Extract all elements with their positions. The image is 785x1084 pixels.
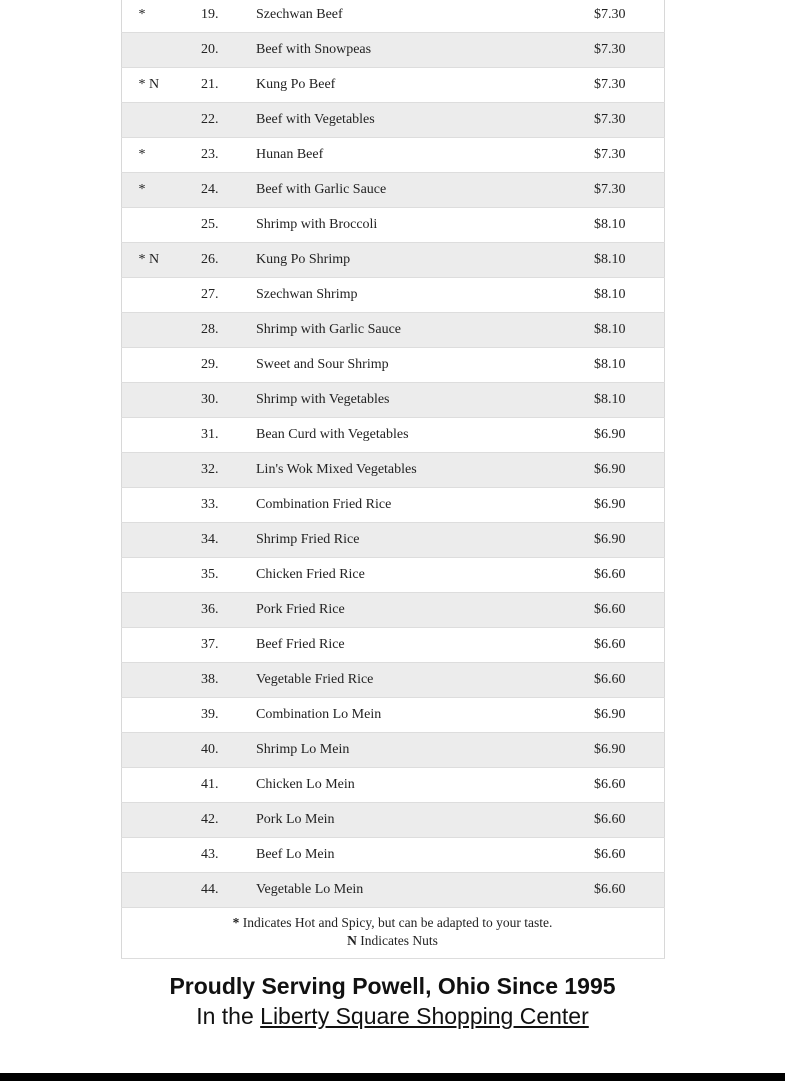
menu-row	[121, 278, 664, 313]
menu-row	[121, 733, 664, 768]
item-number: 22.	[193, 103, 245, 138]
item-marker: *	[121, 138, 193, 173]
menu-row	[121, 873, 664, 908]
menu-row	[121, 523, 664, 558]
item-number: 43.	[193, 838, 245, 873]
location-prefix: In the	[196, 1003, 261, 1029]
item-name: Combination Fried Rice	[245, 488, 556, 523]
item-number: 32.	[193, 453, 245, 488]
menu-row	[121, 348, 664, 383]
item-name: Lin's Wok Mixed Vegetables	[245, 453, 556, 488]
item-number: 27.	[193, 278, 245, 313]
item-marker	[121, 278, 193, 313]
item-marker: *	[121, 0, 193, 33]
item-marker	[121, 558, 193, 593]
item-marker: * N	[121, 243, 193, 278]
item-marker	[121, 628, 193, 663]
menu-row	[121, 453, 664, 488]
menu-row	[121, 68, 664, 103]
item-name: Beef with Snowpeas	[245, 33, 556, 68]
item-name: Szechwan Beef	[245, 0, 556, 33]
item-price: $8.10	[556, 208, 664, 243]
menu-row	[121, 418, 664, 453]
item-name: Vegetable Lo Mein	[245, 873, 556, 908]
tagline: Proudly Serving Powell, Ohio Since 1995	[169, 973, 616, 999]
item-price: $8.10	[556, 348, 664, 383]
item-marker	[121, 663, 193, 698]
menu-row	[121, 628, 664, 663]
item-marker	[121, 873, 193, 908]
menu-row	[121, 593, 664, 628]
item-price: $7.30	[556, 0, 664, 33]
item-number: 20.	[193, 33, 245, 68]
item-price: $6.90	[556, 698, 664, 733]
item-name: Beef with Vegetables	[245, 103, 556, 138]
item-price: $7.30	[556, 103, 664, 138]
item-name: Kung Po Shrimp	[245, 243, 556, 278]
item-marker	[121, 698, 193, 733]
item-name: Sweet and Sour Shrimp	[245, 348, 556, 383]
item-price: $7.30	[556, 138, 664, 173]
location-line	[0, 1002, 785, 1030]
spicy-symbol: *	[232, 915, 240, 930]
item-marker	[121, 418, 193, 453]
item-number: 24.	[193, 173, 245, 208]
item-name: Hunan Beef	[245, 138, 556, 173]
item-price: $6.60	[556, 768, 664, 803]
menu-row	[121, 838, 664, 873]
item-number: 42.	[193, 803, 245, 838]
menu-row	[121, 33, 664, 68]
item-name: Shrimp with Broccoli	[245, 208, 556, 243]
item-name: Shrimp Fried Rice	[245, 523, 556, 558]
item-name: Vegetable Fried Rice	[245, 663, 556, 698]
item-name: Pork Lo Mein	[245, 803, 556, 838]
item-marker	[121, 208, 193, 243]
item-marker	[121, 768, 193, 803]
item-name: Kung Po Beef	[245, 68, 556, 103]
item-price: $7.30	[556, 173, 664, 208]
spicy-note: Indicates Hot and Spicy, but can be adapted to your taste.	[239, 915, 553, 930]
item-number: 25.	[193, 208, 245, 243]
item-name: Shrimp Lo Mein	[245, 733, 556, 768]
menu-row	[121, 208, 664, 243]
item-price: $8.10	[556, 243, 664, 278]
menu-section	[121, 0, 665, 959]
item-number: 39.	[193, 698, 245, 733]
menu-row	[121, 663, 664, 698]
item-marker	[121, 453, 193, 488]
item-number: 29.	[193, 348, 245, 383]
item-marker: * N	[121, 68, 193, 103]
item-number: 34.	[193, 523, 245, 558]
menu-table	[121, 0, 665, 959]
item-marker	[121, 733, 193, 768]
menu-row	[121, 0, 664, 33]
item-marker	[121, 313, 193, 348]
item-number: 36.	[193, 593, 245, 628]
item-number: 30.	[193, 383, 245, 418]
menu-row	[121, 383, 664, 418]
item-price: $6.90	[556, 733, 664, 768]
nuts-symbol: N	[347, 933, 357, 948]
menu-row	[121, 103, 664, 138]
item-price: $7.30	[556, 33, 664, 68]
item-number: 37.	[193, 628, 245, 663]
item-price: $6.60	[556, 558, 664, 593]
item-price: $6.90	[556, 453, 664, 488]
item-price: $8.10	[556, 278, 664, 313]
item-marker	[121, 103, 193, 138]
item-name: Shrimp with Vegetables	[245, 383, 556, 418]
item-name: Beef Lo Mein	[245, 838, 556, 873]
item-price: $6.60	[556, 838, 664, 873]
item-number: 40.	[193, 733, 245, 768]
item-marker	[121, 803, 193, 838]
item-marker	[121, 488, 193, 523]
item-number: 23.	[193, 138, 245, 173]
item-number: 33.	[193, 488, 245, 523]
item-marker	[121, 348, 193, 383]
item-name: Bean Curd with Vegetables	[245, 418, 556, 453]
menu-footnotes-body	[121, 908, 664, 959]
item-name: Beef Fried Rice	[245, 628, 556, 663]
item-price: $6.60	[556, 663, 664, 698]
item-name: Szechwan Shrimp	[245, 278, 556, 313]
item-name: Shrimp with Garlic Sauce	[245, 313, 556, 348]
item-number: 19.	[193, 0, 245, 33]
item-marker	[121, 383, 193, 418]
item-number: 21.	[193, 68, 245, 103]
menu-row	[121, 768, 664, 803]
menu-row	[121, 558, 664, 593]
item-price: $8.10	[556, 313, 664, 348]
item-name: Beef with Garlic Sauce	[245, 173, 556, 208]
item-name: Chicken Fried Rice	[245, 558, 556, 593]
menu-row	[121, 313, 664, 348]
menu-footnotes	[121, 908, 664, 959]
item-name: Pork Fried Rice	[245, 593, 556, 628]
menu-row	[121, 243, 664, 278]
item-price: $6.90	[556, 488, 664, 523]
item-name: Chicken Lo Mein	[245, 768, 556, 803]
menu-row	[121, 173, 664, 208]
nuts-note: Indicates Nuts	[356, 933, 438, 948]
item-number: 41.	[193, 768, 245, 803]
shopping-center-link[interactable]: Liberty Square Shopping Center	[260, 1003, 589, 1029]
item-number: 26.	[193, 243, 245, 278]
item-marker	[121, 523, 193, 558]
footer-bar	[0, 1073, 785, 1081]
item-marker	[121, 838, 193, 873]
item-number: 38.	[193, 663, 245, 698]
menu-row	[121, 488, 664, 523]
item-marker	[121, 593, 193, 628]
menu-row	[121, 698, 664, 733]
item-number: 44.	[193, 873, 245, 908]
item-price: $6.60	[556, 628, 664, 663]
menu-row	[121, 803, 664, 838]
footnote-row	[121, 908, 664, 959]
menu-row	[121, 138, 664, 173]
item-price: $6.60	[556, 803, 664, 838]
item-price: $6.60	[556, 873, 664, 908]
item-price: $6.90	[556, 523, 664, 558]
item-price: $7.30	[556, 68, 664, 103]
item-price: $8.10	[556, 383, 664, 418]
item-name: Combination Lo Mein	[245, 698, 556, 733]
item-price: $6.60	[556, 593, 664, 628]
item-price: $6.90	[556, 418, 664, 453]
item-marker	[121, 33, 193, 68]
item-marker: *	[121, 173, 193, 208]
menu-items	[121, 0, 664, 908]
item-number: 28.	[193, 313, 245, 348]
item-number: 31.	[193, 418, 245, 453]
item-number: 35.	[193, 558, 245, 593]
